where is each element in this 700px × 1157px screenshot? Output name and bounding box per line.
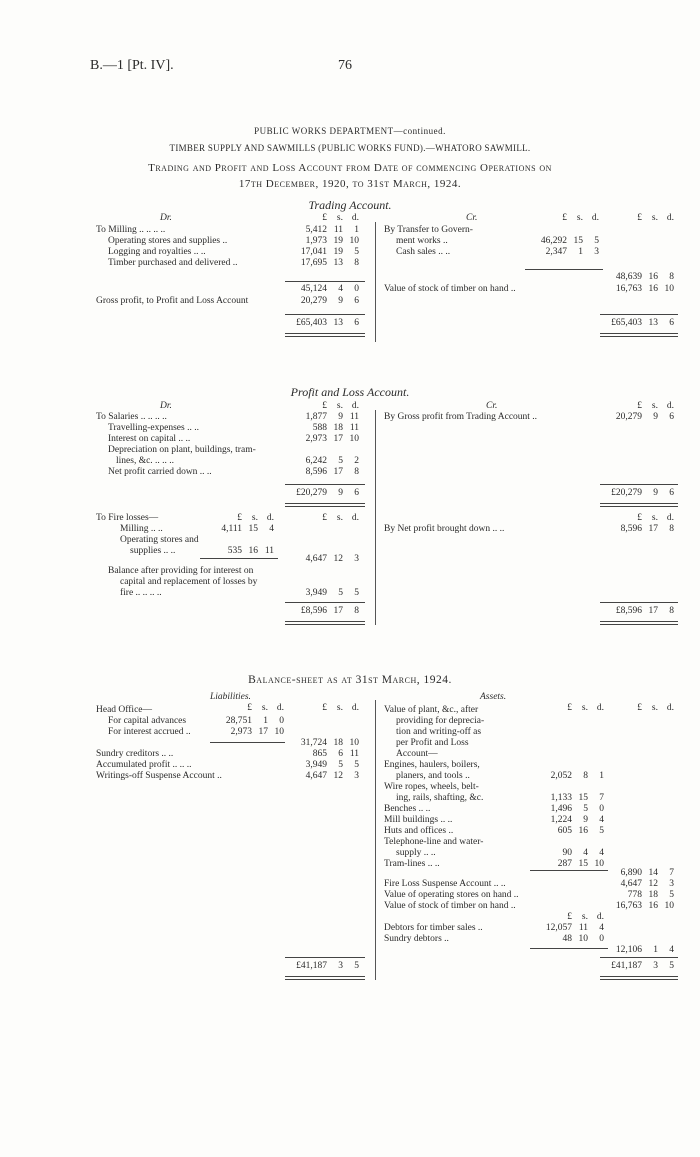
page-reference: B.—1 [Pt. IV].: [90, 58, 174, 73]
double-rule: [600, 976, 678, 980]
asset-item-label: Tram-lines .. ..: [384, 859, 440, 869]
asset-item-amount: 287 15 10: [557, 859, 604, 869]
fire-total-currency-header: £ s. d.: [322, 513, 359, 523]
cash-sales-label: Cash sales .. ..: [396, 247, 451, 257]
liability-item-label: Writings-off Suspense Account ..: [96, 771, 222, 781]
gross-profit-brought-amount: 20,279 9 6: [615, 412, 674, 422]
asset-item-label: supply .. ..: [396, 848, 436, 858]
milling-amount: 4,111 15 4: [221, 524, 274, 534]
trading-divider: [375, 222, 376, 342]
pl-divider: [375, 410, 376, 625]
pl-item-amount: 6,242 5 2: [305, 456, 359, 466]
assets-total: £41,187 3 5: [611, 961, 674, 971]
asset-item-amount: 90 4 4: [562, 848, 604, 858]
pl-item-amount: 588 18 11: [312, 423, 359, 433]
bs-assets-currency-header-2: £ s. d.: [637, 703, 674, 713]
pl-second-left-total: £8,596 17 8: [300, 606, 359, 616]
transfer-label-2: ment works ..: [396, 236, 448, 246]
net-profit-brought-amount: 8,596 17 8: [620, 524, 674, 534]
pl-right-currency-header: £ s. d.: [637, 401, 674, 411]
plant-heading-line: Account—: [396, 749, 438, 759]
rule: [285, 484, 365, 485]
plant-heading-line: per Profit and Loss: [396, 738, 469, 748]
trading-item-amount: 17,695 13 8: [300, 258, 359, 268]
debtors-timber-amount: 12,057 11 4: [545, 923, 604, 933]
dr-label: Dr.: [160, 213, 172, 223]
rule: [525, 269, 603, 270]
liability-item-amount: 865 6 11: [312, 749, 359, 759]
trading-item-label: To Milling .. .. .. ..: [96, 225, 166, 235]
ho-currency-header: £ s. d.: [247, 703, 284, 713]
rule: [285, 957, 365, 958]
trading-right-currency-header-2: £ s. d.: [637, 213, 674, 223]
liability-item-amount: 4,647 12 3: [305, 771, 359, 781]
rule: [530, 948, 608, 949]
rule: [600, 484, 678, 485]
asset-item-amount: 1,496 5 0: [550, 804, 604, 814]
sundry-debtors-amount: 48 10 0: [562, 934, 604, 944]
cr-label: Cr.: [466, 213, 478, 223]
liability-item-label: Sundry creditors .. ..: [96, 749, 174, 759]
department-title: PUBLIC WORKS DEPARTMENT—continued.: [254, 126, 446, 136]
operating-stores-label-2: supplies .. ..: [130, 546, 176, 556]
trading-right-total: £65,403 13 6: [611, 318, 674, 328]
pl-left-currency-header: £ s. d.: [322, 401, 359, 411]
head-office-total: 31,724 18 10: [300, 738, 359, 748]
other-asset-amount: 16,763 16 10: [615, 901, 674, 911]
asset-item-label: planers, and tools ..: [396, 771, 470, 781]
pl-item-amount: 2,973 17 10: [305, 434, 359, 444]
transfer-label-1: By Transfer to Govern-: [384, 225, 473, 235]
double-rule: [285, 621, 365, 625]
stock-value-label: Value of stock of timber on hand ..: [384, 284, 516, 294]
rule: [600, 957, 678, 958]
transfer-amount: 46,292 15 5: [540, 236, 599, 246]
plant-heading-line: Value of plant, &c., after: [384, 705, 479, 715]
interest-accrued-amount: 2,973 17 10: [230, 727, 284, 737]
capital-advances-label: For capital advances: [108, 716, 187, 726]
gross-profit-label: Gross profit, to Profit and Loss Account: [96, 296, 249, 306]
pl-item-label: Net profit carried down .. ..: [108, 467, 212, 477]
other-asset-label: Fire Loss Suspense Account .. ..: [384, 879, 506, 889]
asset-item-label: Mill buildings .. ..: [384, 815, 453, 825]
sundry-debtors-label: Sundry debtors ..: [384, 934, 449, 944]
trading-item-amount: 5,412 11 1: [305, 225, 359, 235]
double-rule: [600, 333, 678, 337]
trading-left-subtotal: 45,124 4 0: [300, 284, 359, 294]
trading-item-amount: 1,973 19 10: [305, 236, 359, 246]
pl-item-label: Depreciation on plant, buildings, tram-: [108, 445, 256, 455]
double-rule: [600, 621, 678, 625]
trading-left-currency-header: £ s. d.: [322, 213, 359, 223]
rule: [200, 558, 278, 559]
bs-assets-currency-header-1: £ s. d.: [567, 703, 604, 713]
asset-item-label: Telephone-line and water-: [384, 837, 484, 847]
asset-item-label: Engines, haulers, boilers,: [384, 760, 480, 770]
asset-item-amount: 605 16 5: [557, 826, 604, 836]
trading-right-currency-header-1: £ s. d.: [562, 213, 599, 223]
pl-dr-label: Dr.: [160, 401, 172, 411]
rule: [285, 281, 365, 282]
pl-cr-label: Cr.: [486, 401, 498, 411]
fire-losses-total: 4,647 12 3: [305, 554, 359, 564]
other-asset-label: Value of operating stores on hand ..: [384, 890, 519, 900]
balance-label-1: Balance after providing for interest on: [108, 566, 254, 576]
debtors-total: 12,106 1 4: [615, 945, 674, 955]
trading-item-label: Logging and royalties .. ..: [108, 247, 206, 257]
balance-label-2: capital and replacement of losses by: [120, 577, 258, 587]
debtors-timber-label: Debtors for timber sales ..: [384, 923, 483, 933]
cash-sales-amount: 2,347 1 3: [545, 247, 599, 257]
milling-label: Milling .. ..: [120, 524, 163, 534]
double-rule: [285, 333, 365, 337]
net-profit-currency-header: £ s. d.: [637, 513, 674, 523]
trading-item-label: Timber purchased and delivered ..: [108, 258, 238, 268]
pl-right-total: £20,279 9 6: [611, 488, 674, 498]
stock-value-amount: 16,763 16 10: [615, 284, 674, 294]
gross-profit-brought-label: By Gross profit from Trading Account ..: [384, 412, 538, 422]
plant-total: 6,890 14 7: [620, 868, 674, 878]
rule: [285, 602, 365, 603]
double-rule: [285, 503, 365, 507]
balance-sheet-title: Balance-sheet as at 31st March, 1924.: [248, 674, 452, 686]
liabilities-total: £41,187 3 5: [296, 961, 359, 971]
trading-left-total: £65,403 13 6: [296, 318, 359, 328]
fire-losses-currency-header: £ s. d.: [237, 513, 274, 523]
plant-heading-line: providing for deprecia-: [396, 716, 485, 726]
other-asset-label: Value of stock of timber on hand ..: [384, 901, 516, 911]
asset-item-label: Wire ropes, wheels, belt-: [384, 782, 479, 792]
balance-label-3: fire .. .. .. ..: [120, 588, 162, 598]
rule: [600, 602, 678, 603]
page-number: 76: [338, 58, 352, 73]
balance-amount: 3,949 5 5: [305, 588, 359, 598]
pl-account-title: Profit and Loss Account.: [290, 385, 410, 399]
trading-account-title: Trading Account.: [308, 198, 392, 212]
asset-item-amount: 2,052 8 1: [550, 771, 604, 781]
pl-item-label: To Salaries .. .. .. ..: [96, 412, 167, 422]
account-title-line1: Trading and Profit and Loss Account from Date of commencing Operations on: [148, 162, 552, 174]
operating-stores-label-1: Operating stores and: [120, 535, 199, 545]
bs-divider: [375, 700, 376, 980]
rule: [210, 742, 285, 743]
double-rule: [600, 503, 678, 507]
asset-item-label: ing, rails, shafting, &c.: [396, 793, 484, 803]
pl-item-label: lines, &c. .. .. ..: [116, 456, 175, 466]
pl-item-amount: 8,596 17 8: [305, 467, 359, 477]
trading-right-subtotal: 48,639 16 8: [615, 272, 674, 282]
liability-item-amount: 3,949 5 5: [305, 760, 359, 770]
assets-label: Assets.: [480, 692, 507, 702]
net-profit-brought-label: By Net profit brought down .. ..: [384, 524, 505, 534]
account-title-line2: 17th December, 1920, to 31st March, 1924.: [238, 178, 462, 190]
asset-item-amount: 1,133 15 7: [550, 793, 604, 803]
rule: [530, 870, 608, 871]
trading-item-label: Operating stores and supplies ..: [108, 236, 228, 246]
rule: [285, 314, 365, 315]
double-rule: [285, 976, 365, 980]
asset-item-label: Huts and offices ..: [384, 826, 454, 836]
interest-accrued-label: For interest accrued ..: [108, 727, 191, 737]
bs-left-currency-header: £ s. d.: [322, 703, 359, 713]
pl-item-label: Travelling-expenses .. ..: [108, 423, 199, 433]
trading-item-amount: 17,041 19 5: [300, 247, 359, 257]
pl-second-right-total: £8,596 17 8: [615, 606, 674, 616]
liability-item-label: Accumulated profit .. .. ..: [96, 760, 192, 770]
head-office-label: Head Office—: [96, 705, 153, 715]
pl-item-amount: 1,877 9 11: [305, 412, 359, 422]
pl-item-label: Interest on capital .. ..: [108, 434, 191, 444]
debtors-currency-header: £ s. d.: [567, 912, 604, 922]
capital-advances-amount: 28,751 1 0: [225, 716, 284, 726]
pl-left-total: £20,279 9 6: [296, 488, 359, 498]
operating-stores-amount: 535 16 11: [227, 546, 274, 556]
gross-profit-amount: 20,279 9 6: [300, 296, 359, 306]
rule: [600, 314, 678, 315]
plant-heading-line: tion and writing-off as: [396, 727, 482, 737]
asset-item-amount: 1,224 9 4: [550, 815, 604, 825]
fire-losses-label: To Fire losses—: [96, 513, 159, 523]
other-asset-amount: 4,647 12 3: [620, 879, 674, 889]
subtitle: TIMBER SUPPLY AND SAWMILLS (PUBLIC WORKS FUND).—WHATORO SAWMILL.: [169, 143, 531, 153]
other-asset-amount: 778 18 5: [627, 890, 674, 900]
asset-item-label: Benches .. ..: [384, 804, 431, 814]
liabilities-label: Liabilities.: [210, 692, 251, 702]
